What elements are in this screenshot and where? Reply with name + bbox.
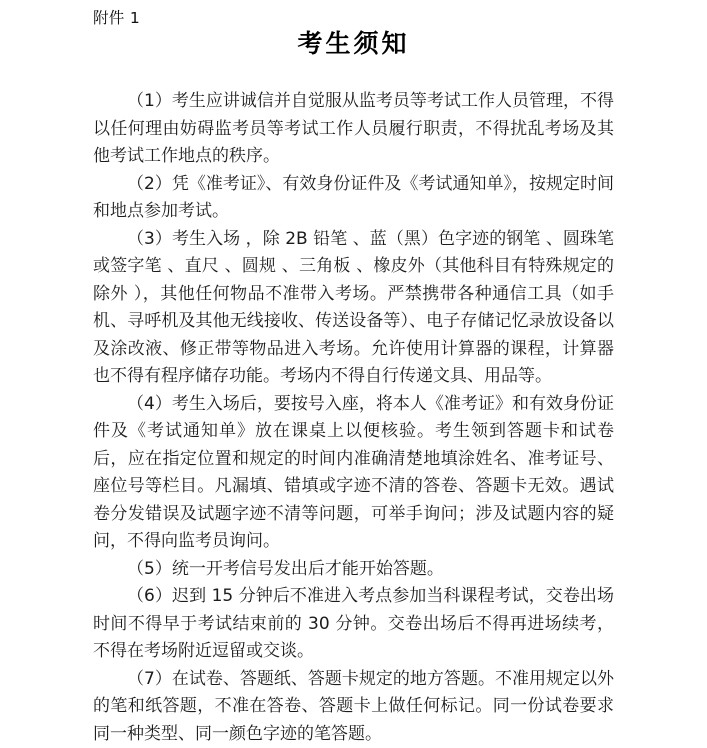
paragraph-4: （4）考生入场后，要按号入座，将本人《准考证》和有效身份证件及《考试通知单》放在课桌上以便核验。考生领到答题卡和试卷后，应在指定位置和规定的时间内准确清楚地填涂姓名、准考证号、座位号等栏目。凡漏填、错填或字迹不清的答卷、答题卡无效。遇试卷分发错误及试题字迹不清等问题，可举手询问；涉及试题内容的疑问，不得向监考员询问。 <box>93 391 614 556</box>
paragraph-1: （1）考生应讲诚信并自觉服从监考员等考试工作人员管理，不得以任何理由妨碍监考员等考试工作人员履行职责，不得扰乱考场及其他考试工作地点的秩序。 <box>93 88 614 171</box>
paragraph-2: （2）凭《准考证》、有效身份证件及《考试通知单》，按规定时间和地点参加考试。 <box>93 171 614 226</box>
paragraph-7: （7）在试卷、答题纸、答题卡规定的地方答题。不准用规定以外的笔和纸答题，不准在答卷、答题卡上做任何标记。同一份试卷要求同一种类型、同一颜色字迹的笔答题。 <box>93 666 614 748</box>
page-title: 考生须知 <box>0 26 707 62</box>
attachment-label: 附件 1 <box>93 7 140 29</box>
paragraph-6: （6）迟到 15 分钟后不准进入考点参加当科课程考试，交卷出场时间不得早于考试结束前的 30 分钟。交卷出场后不得再进场续考，不得在考场附近逗留或交谈。 <box>93 583 614 666</box>
document-body <box>93 88 614 748</box>
paragraph-3: （3）考生入场 ，除 2B 铅笔 、蓝（黑）色字迹的钢笔 、圆珠笔或签字笔 、直尺 、圆规 、三角板 、橡皮外（其他科目有特殊规定的除外 ），其他任何物品不准带入考场。严禁携带各种通信工具（如手机、寻呼机及其他无线接收、传送设备等）、电子存储记忆录放设备以及涂改液、修正带等物品进入考场。允许使用计算器的课程，计算器也不得有程序储存功能。考场内不得自行传递文具、用品等。 <box>93 226 614 391</box>
paragraph-5: （5）统一开考信号发出后才能开始答题。 <box>93 556 614 584</box>
